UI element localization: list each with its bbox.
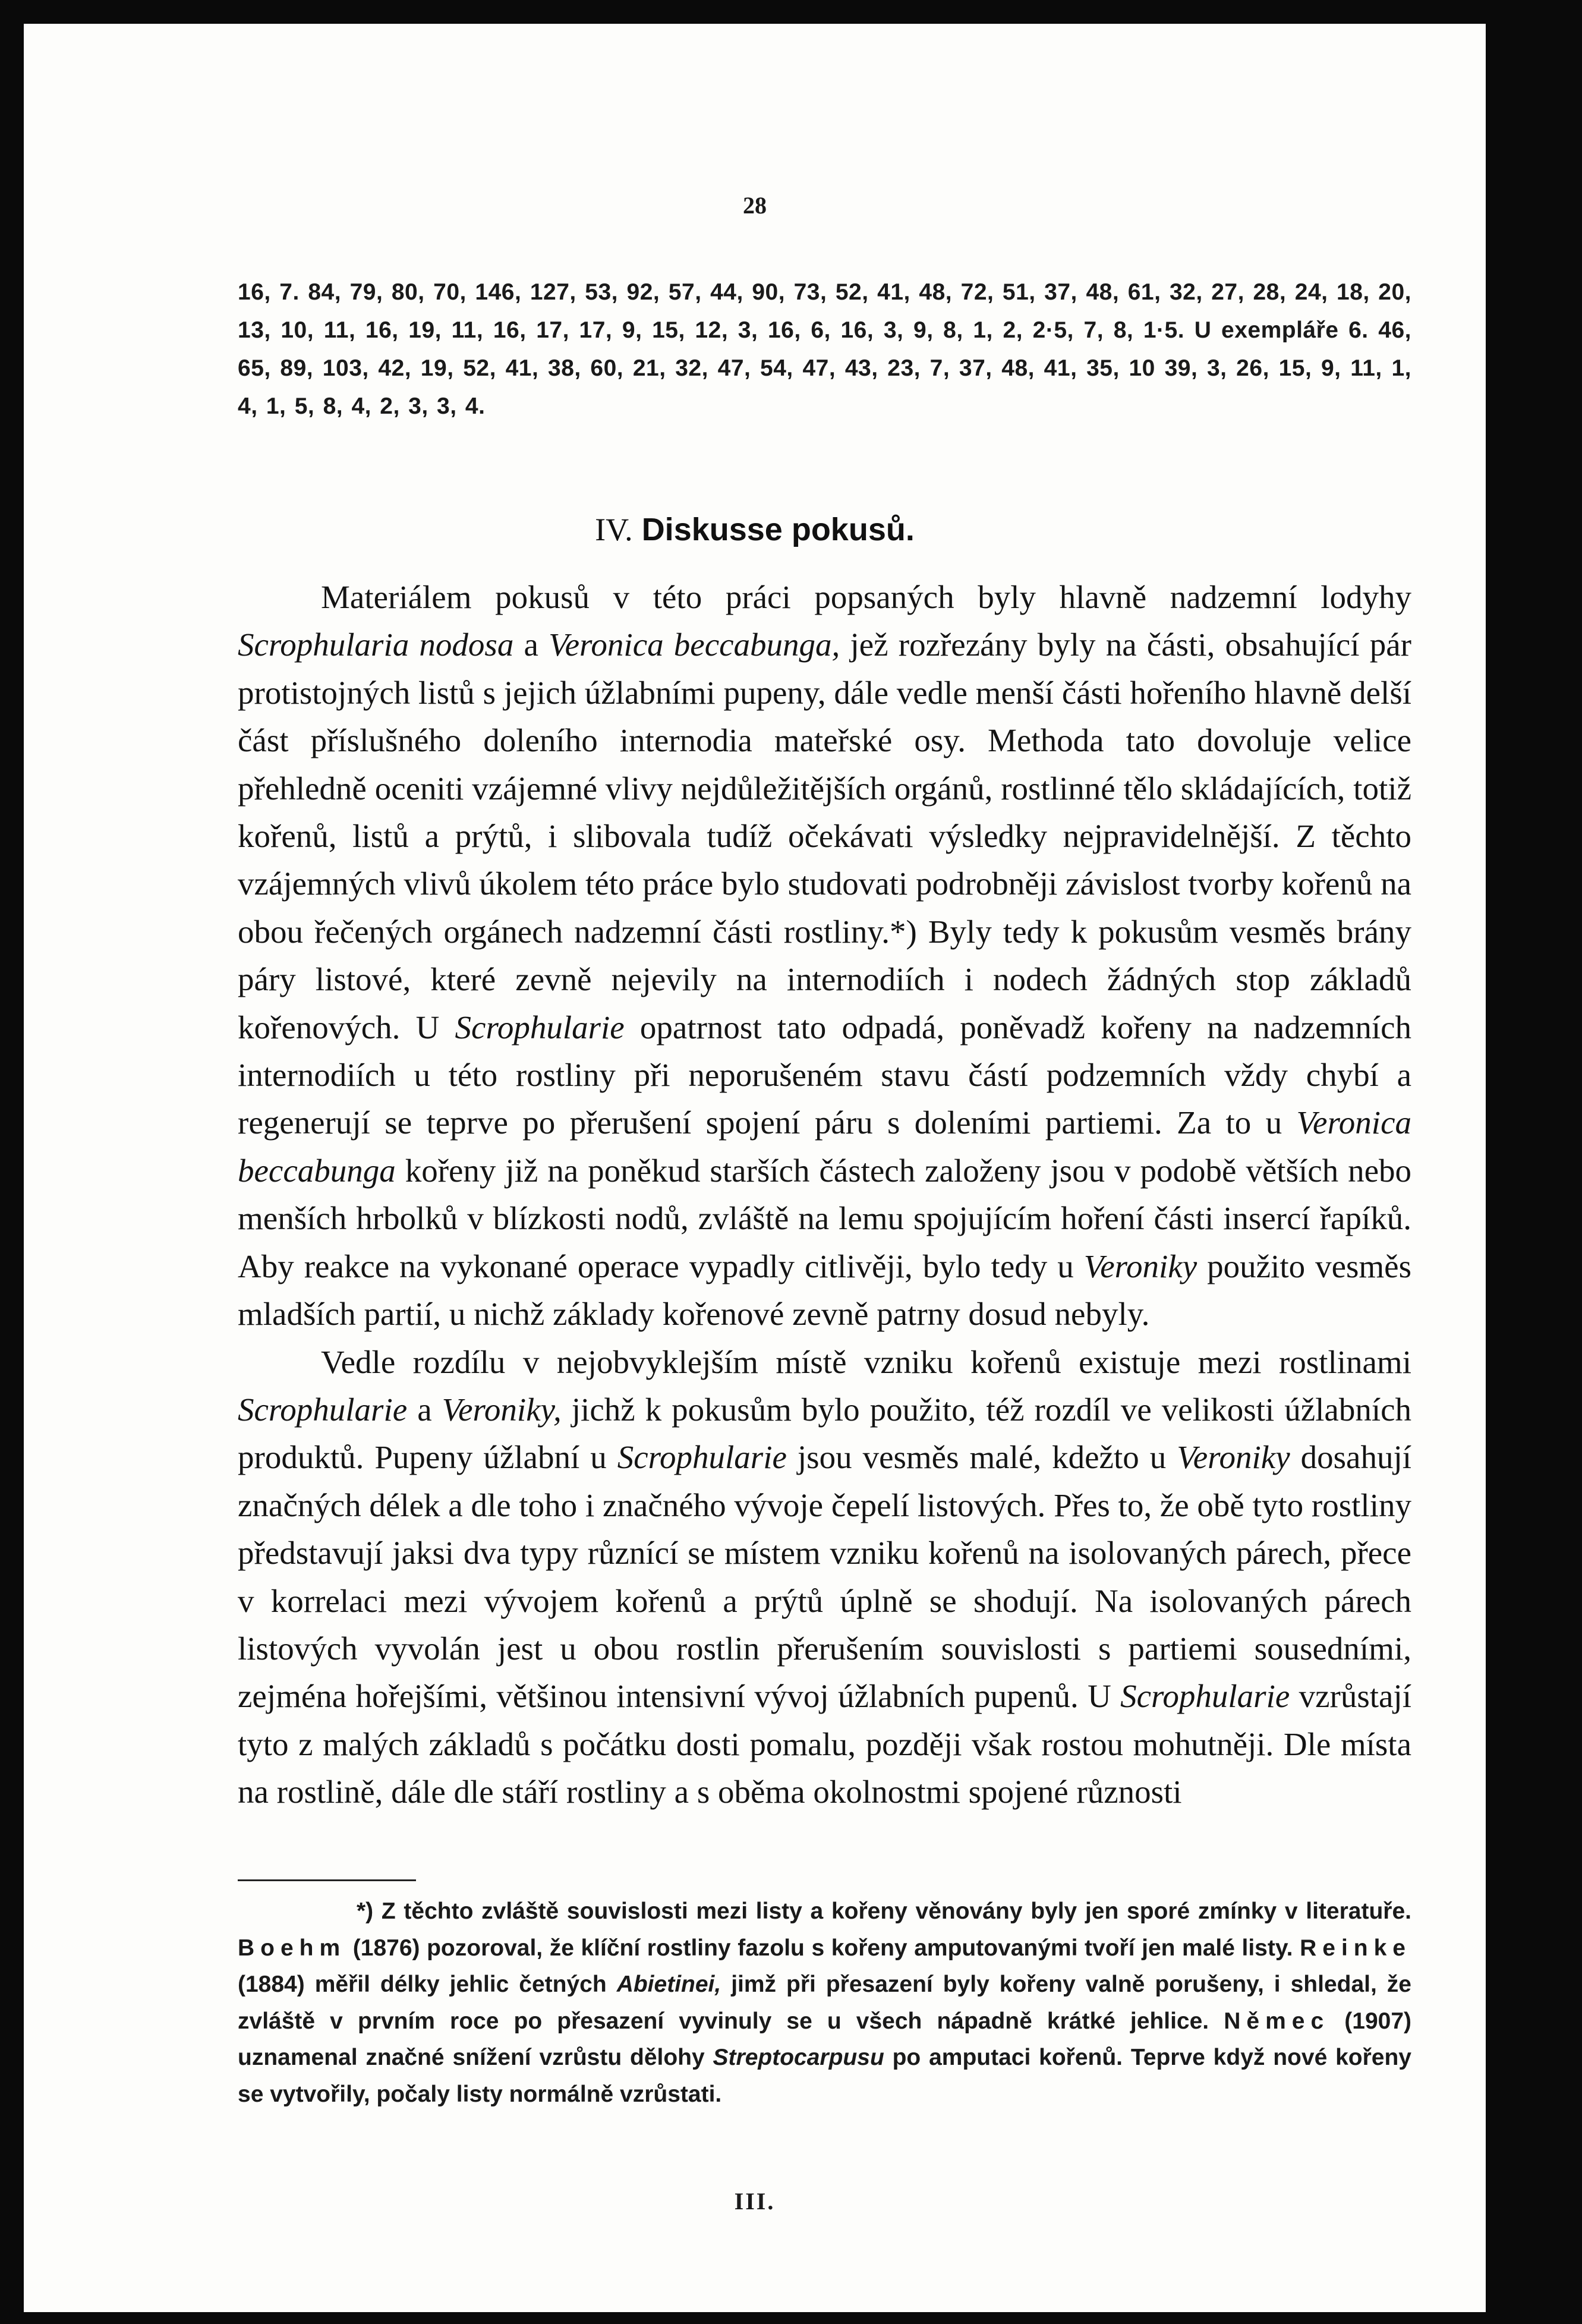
- section-number: IV.: [595, 512, 633, 547]
- p1-text-6: použito vesměs mladších partií, u nichž základy kořenové zevně patrny dosud nebyly.: [238, 1248, 1412, 1333]
- paragraph-2: [238, 1339, 1411, 1816]
- fn-taxon-streptocarpus: Streptocarpusu: [713, 2045, 884, 2070]
- body-text: [238, 574, 1411, 1816]
- fn-author-boehm: Boehm: [238, 1935, 346, 1961]
- section-heading: [24, 511, 1486, 548]
- p1-species-2: Veronica beccabunga,: [549, 626, 840, 663]
- p1-text-1: Materiálem pokusů v této práci popsaných byly hlavně nadzemní lodyhy: [321, 579, 1411, 615]
- p1-species-1: Scrophularia nodosa: [238, 626, 514, 663]
- p1-species-3: Scrophularie: [455, 1009, 625, 1046]
- fn-author-nemec: Němec: [1224, 2008, 1330, 2034]
- fn-text-1: *) Z těchto zvláště souvislosti mezi listy a kořeny věnovány byly jen sporé zmínky v literatuře.: [357, 1898, 1411, 1924]
- p2-species-3: Scrophularie: [617, 1439, 787, 1476]
- fn-text-5: (1907) uznamenal značné snížení vzrůstu dělohy: [238, 2008, 1411, 2070]
- p2-text-4: jsou vesměs malé, kdežto u: [797, 1439, 1167, 1476]
- page-number: 28: [743, 192, 767, 219]
- p2-text-6: vzrůstají tyto z malých základů s počátku dosti pomalu, později však rostou mohutněji. Dle místa na rostlině, dále dle stáří rostliny a s oběma okolnostmi spojené různosti: [238, 1678, 1411, 1810]
- printer-signature: III.: [734, 2188, 776, 2215]
- p1-species-4: Veronica beccabunga: [238, 1104, 1411, 1189]
- p2-text-2: a: [417, 1391, 432, 1428]
- p1-text-5: kořeny již na poněkud starších částech založeny jsou v podobě větších nebo menších hrbolků v blízkosti nodů, zvláště na lemu spojujícím hoření části insercí řapíků. Aby reakce na vykonané operace vypadly citlivěji, bylo tedy u: [238, 1152, 1411, 1284]
- p2-species-5: Scrophularie: [1120, 1678, 1290, 1715]
- fn-text-3: (1884) měřil délky jehlic četných: [238, 1972, 607, 1997]
- fn-text-2: (1876) pozoroval, že klíční rostliny fazolu s kořeny amputovanými tvoří jen malé listy.: [352, 1935, 1293, 1961]
- numeric-data-block: 16, 7. 84, 79, 80, 70, 146, 127, 53, 92, 57, 44, 90, 73, 52, 41, 48, 72, 51, 37, 48, 61, 32, 27, 28, 24, 18, 20, 13, 10, 11, 16, 19, 11, 16, 17, 17, 9, 15, 12, 3, 16, 6, 16, 3, 9, 8, 1, 2, 2·5, 7, 8, 1·5. U exempláře 6. 46, 65, 89, 103, 42, 19, 52, 41, 38, 60, 21, 32, 47, 54, 47, 43, 23, 7, 37, 48, 41, 35, 10 39, 3, 26, 15, 9, 11, 1, 4, 1, 5, 8, 4, 2, 3, 3, 4.: [238, 279, 1411, 419]
- fn-text-4: jimž při přesazení byly kořeny valně porušeny, i shledal, že zvláště v prvním roce po přesazení vyvinuly se u všech nápadně krátké jehlice.: [238, 1972, 1411, 2034]
- document-page: [24, 24, 1486, 2312]
- footnote-rule: [238, 1879, 416, 1881]
- p2-species-1: Scrophularie: [238, 1391, 408, 1428]
- fn-taxon-abietinei: Abietinei,: [616, 1972, 721, 1997]
- p2-species-4: Veroniky: [1177, 1439, 1290, 1476]
- paragraph-1: [238, 574, 1411, 1339]
- p1-text-3: jež rozřezány byly na části, obsahující pár protistojných listů s jejich úžlabními pupeny, dále vedle menší části hořeního hlavně delší část příslušného doleního internodia mateřské osy. Methoda tato dovoluje velice přehledně oceniti vzájemné vlivy nejdůležitějších orgánů, rostlinné tělo skládajících, totiž kořenů, listů a prýtů, i slibovala tudíž očekávati výsledky nejpravidelnější. Z těchto vzájemných vlivů úkolem této práce bylo studovati podrobněji závislost tvorby kořenů na obou řečených orgánech nadzemní části rostliny.*) Byly tedy k pokusům vesměs brány páry listové, které zevně nejevily na internodiích i nodech žádných stop základů kořenových. U: [238, 626, 1411, 1046]
- p1-species-5: Veroniky: [1083, 1248, 1197, 1284]
- p2-text-5: dosahují značných délek a dle toho i značného vývoje čepelí listových. Přes to, že obě tyto rostliny představují jaksi dva typy různící se místem vzniku kořenů na isolovaných párech, přece v korrelaci mezi vývojem kořenů a prýtů úplně se shodují. Na isolovaných párech listových vyvolán jest u obou rostlin přerušením souvislosti s partiemi sousedními, zejména hořejšími, většinou intensivní vývoj úžlabních pupenů. U: [238, 1439, 1412, 1715]
- section-title: Diskusse pokusů.: [641, 512, 915, 547]
- footnote: [238, 1893, 1411, 2112]
- p2-text-3: jichž k pokusům bylo použito, též rozdíl ve velikosti úžlabních produktů. Pupeny úžlabní u: [238, 1391, 1412, 1476]
- p1-text-2: a: [524, 626, 538, 663]
- p2-species-2: Veroniky,: [442, 1391, 562, 1428]
- p1-text-4: opatrnost tato odpadá, poněvadž kořeny na nadzemních internodiích u této rostliny při neporušeném stavu částí podzemních vždy chybí a regenerují se teprve po přerušení spojení páru s doleními partiemi. Za to u: [238, 1009, 1412, 1141]
- p2-text-1: Vedle rozdílu v nejobvyklejším místě vzniku kořenů existuje mezi rostlinami: [321, 1343, 1411, 1380]
- fn-text-6: po amputaci kořenů. Teprve když nové kořeny se vytvořily, počaly listy normálně vzrůstati.: [238, 2045, 1411, 2107]
- fn-author-reinke: Reinke: [1300, 1935, 1411, 1961]
